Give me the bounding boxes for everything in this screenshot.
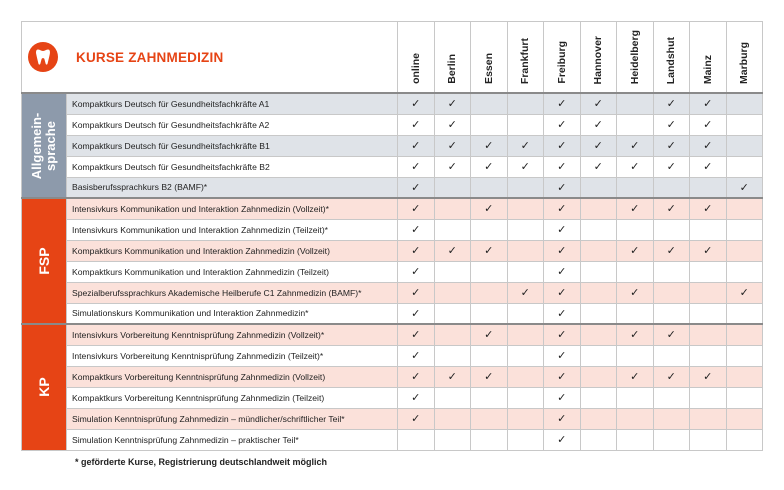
- availability-empty-cell: [434, 282, 471, 303]
- course-name: Kompaktkurs Vorbereitung Kenntnisprüfung Zahnmedizin (Teilzeit): [67, 387, 398, 408]
- availability-check-icon: ✓: [398, 135, 435, 156]
- availability-empty-cell: [507, 93, 544, 114]
- availability-check-icon: ✓: [653, 366, 690, 387]
- location-header-hannover: [580, 22, 617, 94]
- availability-check-icon: ✓: [726, 177, 763, 198]
- availability-check-icon: ✓: [398, 240, 435, 261]
- availability-check-icon: ✓: [544, 93, 581, 114]
- course-name: Intensivkurs Kommunikation und Interaktion Zahnmedizin (Vollzeit)*: [67, 198, 398, 219]
- availability-check-icon: ✓: [434, 114, 471, 135]
- availability-check-icon: ✓: [398, 324, 435, 345]
- availability-check-icon: ✓: [544, 324, 581, 345]
- availability-empty-cell: [617, 177, 654, 198]
- availability-empty-cell: [471, 114, 508, 135]
- availability-empty-cell: [507, 261, 544, 282]
- availability-empty-cell: [690, 282, 727, 303]
- availability-empty-cell: [617, 93, 654, 114]
- availability-check-icon: ✓: [471, 240, 508, 261]
- availability-empty-cell: [507, 429, 544, 450]
- location-header-essen: [471, 22, 508, 94]
- availability-check-icon: ✓: [544, 408, 581, 429]
- availability-check-icon: ✓: [398, 156, 435, 177]
- availability-empty-cell: [434, 177, 471, 198]
- course-row: [22, 240, 763, 261]
- availability-empty-cell: [726, 366, 763, 387]
- page-title: KURSE ZAHNMEDIZIN: [76, 49, 224, 65]
- availability-check-icon: ✓: [398, 177, 435, 198]
- availability-empty-cell: [507, 303, 544, 324]
- availability-check-icon: ✓: [507, 156, 544, 177]
- availability-empty-cell: [690, 177, 727, 198]
- availability-check-icon: ✓: [507, 282, 544, 303]
- availability-check-icon: ✓: [471, 198, 508, 219]
- availability-empty-cell: [653, 219, 690, 240]
- availability-empty-cell: [690, 345, 727, 366]
- availability-check-icon: ✓: [544, 345, 581, 366]
- course-table: [21, 21, 763, 451]
- location-label: Heidelberg: [628, 29, 641, 84]
- availability-empty-cell: [580, 387, 617, 408]
- availability-check-icon: ✓: [653, 156, 690, 177]
- category-cell: [22, 198, 67, 324]
- availability-empty-cell: [580, 429, 617, 450]
- availability-check-icon: ✓: [398, 114, 435, 135]
- location-label: Frankfurt: [519, 37, 532, 84]
- availability-empty-cell: [617, 114, 654, 135]
- course-name: Simulation Kenntnisprüfung Zahnmedizin – praktischer Teil*: [67, 429, 398, 450]
- availability-check-icon: ✓: [507, 135, 544, 156]
- availability-check-icon: ✓: [398, 219, 435, 240]
- course-name: Simulationskurs Kommunikation und Interaktion Zahnmedizin*: [67, 303, 398, 324]
- availability-check-icon: ✓: [653, 93, 690, 114]
- course-name: Kompaktkurs Vorbereitung Kenntnisprüfung Zahnmedizin (Vollzeit): [67, 366, 398, 387]
- course-row: [22, 114, 763, 135]
- availability-empty-cell: [507, 219, 544, 240]
- availability-check-icon: ✓: [434, 240, 471, 261]
- availability-empty-cell: [507, 240, 544, 261]
- location-label: Freiburg: [555, 41, 568, 84]
- location-header-mainz: [690, 22, 727, 94]
- availability-empty-cell: [434, 324, 471, 345]
- course-row: [22, 345, 763, 366]
- location-header-online: [398, 22, 435, 94]
- course-row: [22, 324, 763, 345]
- course-name: Intensivkurs Vorbereitung Kenntnisprüfung Zahnmedizin (Vollzeit)*: [67, 324, 398, 345]
- availability-check-icon: ✓: [471, 324, 508, 345]
- availability-empty-cell: [726, 408, 763, 429]
- availability-check-icon: ✓: [544, 429, 581, 450]
- availability-empty-cell: [653, 177, 690, 198]
- footnote: * geförderte Kurse, Registrierung deutschlandweit möglich: [75, 457, 328, 467]
- availability-check-icon: ✓: [544, 303, 581, 324]
- category-cell: [22, 324, 67, 450]
- course-row: [22, 429, 763, 450]
- availability-check-icon: ✓: [653, 135, 690, 156]
- availability-empty-cell: [617, 261, 654, 282]
- availability-empty-cell: [434, 408, 471, 429]
- availability-empty-cell: [690, 387, 727, 408]
- availability-empty-cell: [434, 198, 471, 219]
- availability-empty-cell: [471, 408, 508, 429]
- availability-check-icon: ✓: [617, 366, 654, 387]
- availability-empty-cell: [580, 177, 617, 198]
- availability-empty-cell: [690, 303, 727, 324]
- availability-check-icon: ✓: [434, 156, 471, 177]
- availability-empty-cell: [617, 345, 654, 366]
- availability-empty-cell: [726, 240, 763, 261]
- availability-empty-cell: [507, 408, 544, 429]
- category-label-line: FSP: [36, 247, 52, 275]
- availability-empty-cell: [580, 408, 617, 429]
- availability-empty-cell: [653, 282, 690, 303]
- availability-check-icon: ✓: [544, 156, 581, 177]
- category-label: [37, 247, 51, 274]
- course-name: Intensivkurs Vorbereitung Kenntnisprüfung Zahnmedizin (Teilzeit)*: [67, 345, 398, 366]
- availability-empty-cell: [726, 303, 763, 324]
- location-header-freiburg: [544, 22, 581, 94]
- availability-empty-cell: [726, 324, 763, 345]
- availability-empty-cell: [617, 429, 654, 450]
- availability-empty-cell: [434, 387, 471, 408]
- availability-empty-cell: [690, 324, 727, 345]
- availability-check-icon: ✓: [617, 324, 654, 345]
- course-name: Kompaktkurs Deutsch für Gesundheitsfachkräfte A1: [67, 93, 398, 114]
- availability-empty-cell: [726, 156, 763, 177]
- availability-check-icon: ✓: [398, 387, 435, 408]
- availability-empty-cell: [690, 429, 727, 450]
- availability-check-icon: ✓: [653, 198, 690, 219]
- location-label: online: [409, 53, 422, 84]
- availability-empty-cell: [653, 261, 690, 282]
- availability-empty-cell: [471, 387, 508, 408]
- availability-empty-cell: [434, 303, 471, 324]
- availability-empty-cell: [471, 345, 508, 366]
- availability-empty-cell: [434, 261, 471, 282]
- availability-check-icon: ✓: [690, 93, 727, 114]
- availability-empty-cell: [726, 261, 763, 282]
- availability-check-icon: ✓: [690, 156, 727, 177]
- availability-empty-cell: [690, 261, 727, 282]
- availability-check-icon: ✓: [726, 282, 763, 303]
- availability-check-icon: ✓: [544, 177, 581, 198]
- availability-empty-cell: [471, 429, 508, 450]
- availability-empty-cell: [726, 345, 763, 366]
- availability-empty-cell: [507, 324, 544, 345]
- course-row: [22, 177, 763, 198]
- availability-check-icon: ✓: [544, 366, 581, 387]
- availability-empty-cell: [726, 198, 763, 219]
- course-table-container: [21, 21, 762, 451]
- availability-empty-cell: [690, 219, 727, 240]
- availability-empty-cell: [471, 93, 508, 114]
- course-row: [22, 156, 763, 177]
- availability-check-icon: ✓: [617, 240, 654, 261]
- course-name: Basisberufssprachkurs B2 (BAMF)*: [67, 177, 398, 198]
- availability-check-icon: ✓: [434, 366, 471, 387]
- availability-empty-cell: [434, 345, 471, 366]
- availability-empty-cell: [507, 177, 544, 198]
- availability-check-icon: ✓: [544, 261, 581, 282]
- availability-check-icon: ✓: [580, 156, 617, 177]
- availability-empty-cell: [617, 219, 654, 240]
- availability-empty-cell: [726, 429, 763, 450]
- availability-check-icon: ✓: [398, 93, 435, 114]
- availability-empty-cell: [471, 303, 508, 324]
- availability-check-icon: ✓: [617, 135, 654, 156]
- availability-check-icon: ✓: [434, 135, 471, 156]
- availability-check-icon: ✓: [398, 366, 435, 387]
- course-name: Simulation Kenntnisprüfung Zahnmedizin – mündlicher/schriftlicher Teil*: [67, 408, 398, 429]
- availability-check-icon: ✓: [617, 282, 654, 303]
- course-row: [22, 408, 763, 429]
- availability-check-icon: ✓: [471, 135, 508, 156]
- tooth-icon: [28, 42, 58, 72]
- availability-empty-cell: [653, 303, 690, 324]
- availability-empty-cell: [580, 303, 617, 324]
- availability-empty-cell: [617, 303, 654, 324]
- course-row: [22, 387, 763, 408]
- availability-empty-cell: [617, 408, 654, 429]
- availability-empty-cell: [471, 261, 508, 282]
- availability-check-icon: ✓: [398, 345, 435, 366]
- availability-empty-cell: [471, 282, 508, 303]
- location-label: Marburg: [738, 42, 751, 84]
- course-row: [22, 261, 763, 282]
- category-label-line: Allgemein-: [29, 112, 44, 179]
- category-label: [37, 378, 51, 397]
- availability-check-icon: ✓: [617, 156, 654, 177]
- availability-check-icon: ✓: [398, 282, 435, 303]
- course-row: [22, 135, 763, 156]
- location-label: Berlin: [446, 54, 459, 84]
- availability-check-icon: ✓: [690, 240, 727, 261]
- availability-check-icon: ✓: [580, 135, 617, 156]
- location-label: Hannover: [592, 35, 605, 84]
- availability-check-icon: ✓: [653, 114, 690, 135]
- availability-check-icon: ✓: [690, 135, 727, 156]
- course-name: Kompaktkurs Deutsch für Gesundheitsfachkräfte B1: [67, 135, 398, 156]
- availability-empty-cell: [471, 177, 508, 198]
- availability-empty-cell: [726, 387, 763, 408]
- availability-check-icon: ✓: [653, 240, 690, 261]
- availability-empty-cell: [507, 387, 544, 408]
- availability-check-icon: ✓: [690, 366, 727, 387]
- course-table-body: [22, 93, 763, 450]
- course-row: [22, 282, 763, 303]
- availability-check-icon: ✓: [471, 156, 508, 177]
- availability-empty-cell: [653, 429, 690, 450]
- course-row: [22, 219, 763, 240]
- availability-empty-cell: [653, 387, 690, 408]
- availability-check-icon: ✓: [398, 408, 435, 429]
- availability-empty-cell: [580, 324, 617, 345]
- course-row: [22, 366, 763, 387]
- course-name: Kompaktkurs Kommunikation und Interaktion Zahnmedizin (Teilzeit): [67, 261, 398, 282]
- availability-check-icon: ✓: [398, 198, 435, 219]
- availability-check-icon: ✓: [471, 366, 508, 387]
- availability-empty-cell: [507, 198, 544, 219]
- availability-empty-cell: [507, 366, 544, 387]
- course-name: Kompaktkurs Kommunikation und Interaktion Zahnmedizin (Vollzeit): [67, 240, 398, 261]
- availability-check-icon: ✓: [580, 114, 617, 135]
- location-label: Landshut: [665, 36, 678, 84]
- availability-check-icon: ✓: [544, 282, 581, 303]
- availability-empty-cell: [726, 219, 763, 240]
- course-row: [22, 303, 763, 324]
- availability-empty-cell: [398, 429, 435, 450]
- availability-check-icon: ✓: [544, 198, 581, 219]
- category-cell: [22, 93, 67, 198]
- availability-empty-cell: [580, 261, 617, 282]
- location-header-marburg: [726, 22, 763, 94]
- availability-empty-cell: [726, 114, 763, 135]
- availability-empty-cell: [726, 93, 763, 114]
- table-title-cell: [22, 22, 398, 94]
- availability-check-icon: ✓: [690, 114, 727, 135]
- availability-empty-cell: [580, 198, 617, 219]
- category-label: [30, 112, 58, 178]
- availability-empty-cell: [726, 135, 763, 156]
- availability-empty-cell: [580, 282, 617, 303]
- availability-empty-cell: [471, 219, 508, 240]
- availability-empty-cell: [580, 240, 617, 261]
- availability-empty-cell: [434, 429, 471, 450]
- availability-empty-cell: [653, 408, 690, 429]
- header-row: [22, 22, 763, 94]
- availability-check-icon: ✓: [580, 93, 617, 114]
- availability-empty-cell: [580, 366, 617, 387]
- availability-check-icon: ✓: [690, 198, 727, 219]
- availability-empty-cell: [690, 408, 727, 429]
- course-row: [22, 198, 763, 219]
- availability-empty-cell: [580, 345, 617, 366]
- availability-check-icon: ✓: [544, 240, 581, 261]
- availability-empty-cell: [434, 219, 471, 240]
- category-label-line: sprache: [43, 120, 58, 171]
- availability-check-icon: ✓: [544, 387, 581, 408]
- location-header-berlin: [434, 22, 471, 94]
- availability-check-icon: ✓: [544, 219, 581, 240]
- availability-check-icon: ✓: [434, 93, 471, 114]
- availability-empty-cell: [507, 114, 544, 135]
- course-name: Kompaktkurs Deutsch für Gesundheitsfachkräfte B2: [67, 156, 398, 177]
- availability-check-icon: ✓: [653, 324, 690, 345]
- availability-empty-cell: [507, 345, 544, 366]
- location-label: Essen: [482, 53, 495, 84]
- course-row: [22, 93, 763, 114]
- course-name: Intensivkurs Kommunikation und Interaktion Zahnmedizin (Teilzeit)*: [67, 219, 398, 240]
- availability-check-icon: ✓: [617, 198, 654, 219]
- availability-empty-cell: [653, 345, 690, 366]
- availability-check-icon: ✓: [398, 303, 435, 324]
- course-name: Kompaktkurs Deutsch für Gesundheitsfachkräfte A2: [67, 114, 398, 135]
- availability-check-icon: ✓: [544, 114, 581, 135]
- category-label-line: KP: [36, 377, 52, 397]
- course-name: Spezialberufssprachkurs Akademische Heilberufe C1 Zahnmedizin (BAMF)*: [67, 282, 398, 303]
- availability-empty-cell: [617, 387, 654, 408]
- location-header-landshut: [653, 22, 690, 94]
- availability-check-icon: ✓: [544, 135, 581, 156]
- location-header-frankfurt: [507, 22, 544, 94]
- availability-check-icon: ✓: [398, 261, 435, 282]
- location-label: Mainz: [701, 54, 714, 84]
- availability-empty-cell: [580, 219, 617, 240]
- location-header-heidelberg: [617, 22, 654, 94]
